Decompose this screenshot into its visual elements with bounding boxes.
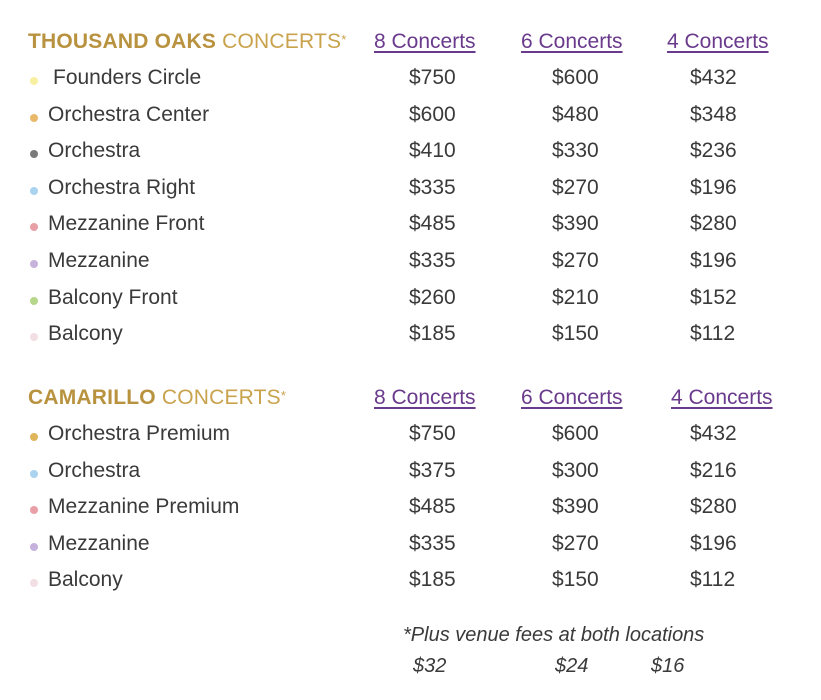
table-row	[0, 210, 821, 247]
camarillo-title-light: CONCERTS	[161, 386, 281, 409]
seat-section-label: Orchestra	[48, 458, 141, 482]
seat-section-label: Mezzanine	[48, 531, 150, 555]
seat-color-dot-icon	[30, 297, 38, 305]
seat-color-dot-icon	[30, 260, 38, 268]
thousand-oaks-asterisk: *	[341, 32, 347, 47]
price-cell: $485	[409, 495, 456, 519]
thousand-oaks-col-8-concerts[interactable]: 8 Concerts	[374, 30, 476, 53]
table-row	[0, 64, 821, 101]
table-row	[0, 420, 821, 457]
seat-color-dot-icon	[30, 579, 38, 587]
thousand-oaks-title	[28, 28, 346, 56]
price-cell: $260	[409, 285, 456, 309]
seat-color-dot-icon	[30, 223, 38, 231]
seat-section-label: Mezzanine Front	[48, 212, 205, 236]
venue-fee-8: $32	[413, 655, 447, 677]
table-row	[0, 320, 821, 357]
venue-fee-footnote: *Plus venue fees at both locations	[403, 624, 705, 646]
seat-color-dot-icon	[30, 543, 38, 551]
price-cell: $196	[690, 531, 737, 555]
seat-section-label: Orchestra Center	[48, 102, 210, 126]
table-row	[0, 530, 821, 567]
camarillo-col-6-concerts[interactable]: 6 Concerts	[521, 386, 623, 409]
seat-color-dot-icon	[30, 470, 38, 478]
venue-fee-6: $24	[555, 655, 589, 677]
table-row	[0, 101, 821, 138]
camarillo-title	[28, 384, 286, 412]
venue-fee-4: $16	[651, 655, 685, 677]
price-cell: $300	[552, 458, 599, 482]
thousand-oaks-title-bold: THOUSAND OAKS	[28, 30, 217, 53]
seat-color-dot-icon	[30, 150, 38, 158]
price-cell: $150	[552, 322, 599, 346]
price-cell: $280	[690, 212, 737, 236]
camarillo-col-4-concerts[interactable]: 4 Concerts	[671, 386, 773, 409]
price-cell: $150	[552, 568, 599, 592]
price-cell: $335	[409, 248, 456, 272]
table-row	[0, 566, 821, 603]
table-row	[0, 174, 821, 211]
seat-color-dot-icon	[30, 433, 38, 441]
seat-section-label: Orchestra Premium	[48, 422, 231, 445]
seat-section-label: Balcony	[48, 568, 123, 592]
price-cell: $480	[552, 102, 599, 126]
camarillo-section	[0, 384, 821, 603]
price-cell: $335	[409, 175, 456, 199]
thousand-oaks-section	[0, 28, 821, 357]
price-cell: $600	[552, 422, 599, 445]
seat-section-label: Mezzanine	[48, 248, 150, 272]
table-row	[0, 137, 821, 174]
seat-color-dot-icon	[30, 77, 38, 85]
seat-color-dot-icon	[30, 187, 38, 195]
table-row	[0, 493, 821, 530]
price-cell: $185	[409, 568, 456, 592]
table-row	[0, 457, 821, 494]
seat-color-dot-icon	[30, 506, 38, 514]
price-cell: $410	[409, 139, 456, 163]
thousand-oaks-col-4-concerts[interactable]: 4 Concerts	[667, 30, 769, 53]
price-cell: $196	[690, 248, 737, 272]
thousand-oaks-col-6-concerts[interactable]: 6 Concerts	[521, 30, 623, 53]
table-row	[0, 284, 821, 321]
price-cell: $432	[690, 66, 737, 89]
price-cell: $375	[409, 458, 456, 482]
seat-section-label: Founders Circle	[53, 66, 202, 89]
camarillo-asterisk: *	[280, 388, 287, 403]
price-cell: $196	[690, 175, 737, 199]
thousand-oaks-title-light: CONCERTS	[222, 30, 342, 53]
price-cell: $485	[409, 212, 456, 236]
seat-section-label: Orchestra	[48, 139, 141, 163]
seat-color-dot-icon	[30, 114, 38, 122]
price-cell: $600	[409, 102, 456, 126]
price-cell: $270	[552, 175, 599, 199]
price-cell: $216	[690, 458, 737, 482]
thousand-oaks-header	[0, 28, 821, 64]
seat-color-dot-icon	[30, 333, 38, 341]
price-cell: $335	[409, 531, 456, 555]
price-cell: $112	[690, 322, 736, 346]
seat-section-label: Balcony	[48, 322, 123, 346]
table-row	[0, 247, 821, 284]
price-cell: $348	[690, 102, 737, 126]
price-cell: $390	[552, 495, 599, 519]
price-cell: $390	[552, 212, 599, 236]
price-cell: $152	[690, 285, 737, 309]
camarillo-rows	[0, 420, 821, 603]
camarillo-col-8-concerts[interactable]: 8 Concerts	[374, 386, 476, 409]
price-cell: $210	[552, 285, 599, 309]
camarillo-title-bold: CAMARILLO	[28, 386, 156, 409]
seat-section-label: Orchestra Right	[48, 175, 196, 199]
price-cell: $432	[690, 422, 737, 445]
camarillo-header	[0, 384, 821, 420]
price-cell: $112	[690, 568, 736, 592]
price-cell: $600	[552, 66, 599, 89]
thousand-oaks-rows	[0, 64, 821, 357]
price-cell: $750	[409, 66, 456, 89]
price-cell: $185	[409, 322, 456, 346]
seat-section-label: Mezzanine Premium	[48, 495, 240, 519]
price-cell: $270	[552, 531, 599, 555]
price-cell: $750	[409, 422, 456, 445]
price-cell: $236	[690, 139, 737, 163]
price-cell: $330	[552, 139, 599, 163]
price-cell: $270	[552, 248, 599, 272]
price-cell: $280	[690, 495, 737, 519]
seat-section-label: Balcony Front	[48, 285, 178, 309]
